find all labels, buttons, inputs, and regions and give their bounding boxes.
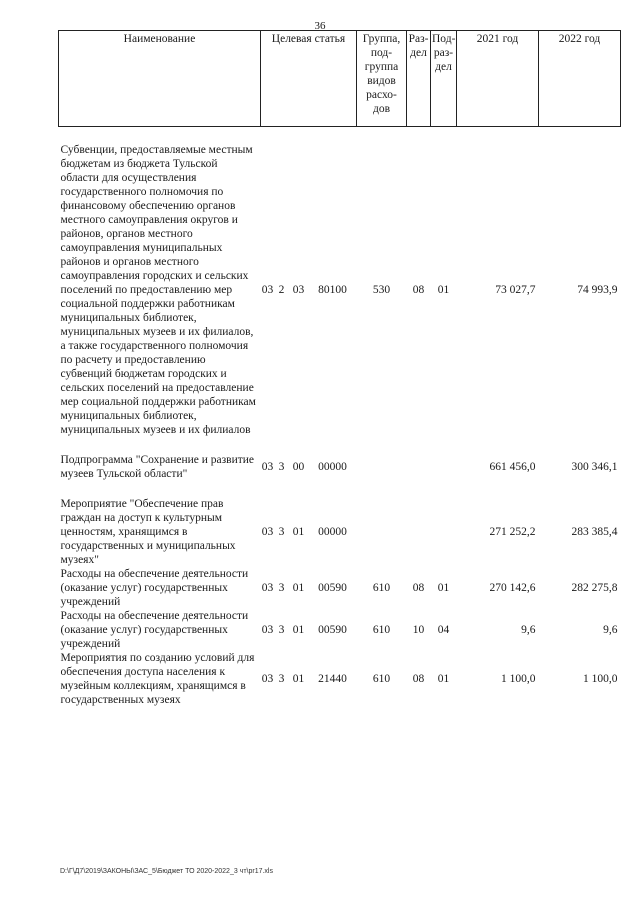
- target-code-part: 3: [278, 582, 285, 594]
- target-code-part: 3: [278, 526, 285, 538]
- group-code: [357, 497, 407, 567]
- target-code-part: 3: [278, 624, 285, 636]
- table-header-row: [59, 31, 621, 127]
- table-row: [59, 497, 621, 567]
- table-row: [59, 143, 621, 437]
- section-code: 10: [412, 624, 425, 636]
- header-subsection: Под- раз- дел: [431, 31, 457, 127]
- subsection-code: 01: [437, 673, 450, 685]
- target-code-part: 00000: [318, 526, 347, 538]
- section-code: [407, 453, 431, 481]
- target-code-part: 01: [292, 582, 305, 594]
- section-code: 08: [412, 284, 425, 296]
- target-code-part: 3: [278, 461, 285, 473]
- target-code-part: 00590: [318, 624, 347, 636]
- target-code-part: 03: [261, 526, 274, 538]
- group-code: 610: [372, 624, 391, 636]
- target-code-part: 2: [278, 284, 285, 296]
- header-2022: 2022 год: [539, 31, 621, 127]
- target-code-part: 03: [261, 284, 274, 296]
- value-2022: 1 100,0: [583, 673, 618, 685]
- value-2022: 283 385,4: [571, 526, 618, 538]
- row-name: Мероприятия по созданию условий для обеспечения доступа населения к музейным коллекциям, хранящимся в государственных музеях: [60, 652, 255, 706]
- header-name: Наименование: [59, 31, 261, 127]
- page-number: 36: [314, 20, 326, 32]
- table-row: [59, 567, 621, 609]
- value-2022: 282 275,8: [571, 582, 618, 594]
- budget-table: [58, 30, 621, 707]
- target-code-part: 21440: [318, 673, 347, 685]
- file-path-footer: D:\Г\Д7\2019\ЗАКОНЫ\ЗАС_5\Бюджет ТО 2020-2022_3 чт\pr17.xls: [60, 868, 273, 875]
- target-code-part: 01: [292, 624, 305, 636]
- value-2022: 74 993,9: [577, 284, 618, 296]
- group-code: 530: [372, 284, 391, 296]
- row-name: Субвенции, предоставляемые местным бюджетам из бюджета Тульской области для осуществления государственного полномочия по финансовому обеспечению органов местного самоуправления округов и районов, органов местного самоуправления муниципальных районов и органов местного самоуправления городских и сельских поселений по предоставлению мер социальной поддержки работникам муниципальных библиотек, муниципальных музеев и их филиалов, а также государственного полномочия по расчету и предоставлению субвенций бюджетам городских и сельских поселений на предоставление мер социальной поддержки работникам муниципальных библиотек, муниципальных музеев и их филиалов: [60, 144, 256, 436]
- subsection-code: [431, 497, 457, 567]
- target-code-part: 01: [292, 673, 305, 685]
- group-code: [357, 453, 407, 481]
- group-code: 610: [372, 673, 391, 685]
- target-code-part: 03: [292, 284, 305, 296]
- value-2021: 9,6: [521, 624, 536, 636]
- header-section: Раз- дел: [407, 31, 431, 127]
- target-code-part: 03: [261, 461, 274, 473]
- target-code-part: 03: [261, 673, 274, 685]
- section-code: 08: [412, 673, 425, 685]
- row-name: Расходы на обеспечение деятельности (оказание услуг) государственных учреждений: [60, 610, 249, 650]
- header-target: Целевая статья: [261, 31, 357, 127]
- target-code-part: 80100: [318, 284, 347, 296]
- subsection-code: [431, 453, 457, 481]
- section-code: 08: [412, 582, 425, 594]
- value-2022: 300 346,1: [571, 461, 618, 473]
- subsection-code: 04: [437, 624, 450, 636]
- target-code-part: 00590: [318, 582, 347, 594]
- value-2021: 270 142,6: [489, 582, 536, 594]
- group-code: 610: [372, 582, 391, 594]
- target-code-part: 03: [261, 624, 274, 636]
- value-2021: 661 456,0: [489, 461, 536, 473]
- row-name: Подпрограмма "Сохранение и развитие музеев Тульской области": [60, 454, 255, 480]
- target-code-part: 03: [261, 582, 274, 594]
- target-code-part: 00: [292, 461, 305, 473]
- header-2021: 2021 год: [457, 31, 539, 127]
- row-name: Мероприятие "Обеспечение прав граждан на доступ к культурным ценностям, хранящимся в государственных и муниципальных музеях": [60, 498, 236, 566]
- target-code-part: 00000: [318, 461, 347, 473]
- subsection-code: 01: [437, 284, 450, 296]
- subsection-code: 01: [437, 582, 450, 594]
- header-group: Группа, под- группа видов расхо- дов: [357, 31, 407, 127]
- table-row: [59, 453, 621, 481]
- value-2021: 271 252,2: [489, 526, 536, 538]
- value-2022: 9,6: [603, 624, 618, 636]
- value-2021: 73 027,7: [495, 284, 536, 296]
- section-code: [407, 497, 431, 567]
- value-2021: 1 100,0: [501, 673, 536, 685]
- table-row: [59, 609, 621, 651]
- target-code-part: 01: [292, 526, 305, 538]
- target-code-part: 3: [278, 673, 285, 685]
- table-row: [59, 651, 621, 707]
- row-name: Расходы на обеспечение деятельности (оказание услуг) государственных учреждений: [60, 568, 249, 608]
